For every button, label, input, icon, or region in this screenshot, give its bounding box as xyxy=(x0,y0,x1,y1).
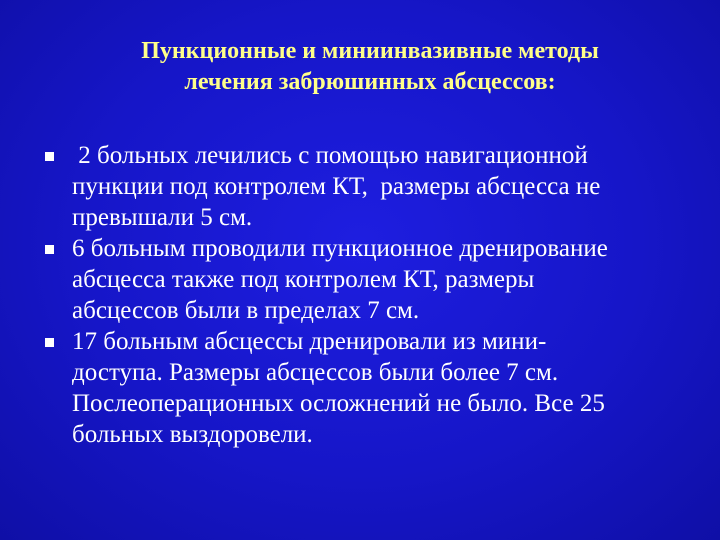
title-line: Пункционные и миниинвазивные методы xyxy=(141,38,599,64)
bullet-line: Послеоперационных осложнений не было. Все 25 xyxy=(72,390,605,417)
square-bullet-icon xyxy=(45,338,54,347)
bullet-list xyxy=(42,140,692,450)
bullet-line: абсцессов были в пределах 7 см. xyxy=(72,297,420,324)
title-line: лечения забрюшинных абсцессов: xyxy=(184,69,556,95)
bullet-line: 17 больным абсцессы дренировали из мини- xyxy=(72,328,547,355)
bullet-line: больных выздоровели. xyxy=(72,421,313,448)
square-bullet-icon xyxy=(45,152,54,161)
bullet-line: абсцесса также под контролем КТ, размеры xyxy=(72,266,535,293)
bullet-line: превышали 5 см. xyxy=(72,204,253,231)
bullet-line: пункции под контролем КТ, размеры абсцесса не xyxy=(72,173,601,200)
bullet-item-mini-access-drainage xyxy=(42,326,692,450)
bullet-line: 6 больным проводили пункционное дренирование xyxy=(72,235,608,262)
bullet-line: доступа. Размеры абсцессов были более 7 см. xyxy=(72,359,559,386)
bullet-line: 2 больных лечились с помощью навигационной xyxy=(72,142,588,169)
bullet-item-navigation-puncture xyxy=(42,140,692,233)
slide-title xyxy=(60,36,680,98)
square-bullet-icon xyxy=(45,245,54,254)
bullet-item-puncture-drainage xyxy=(42,233,692,326)
